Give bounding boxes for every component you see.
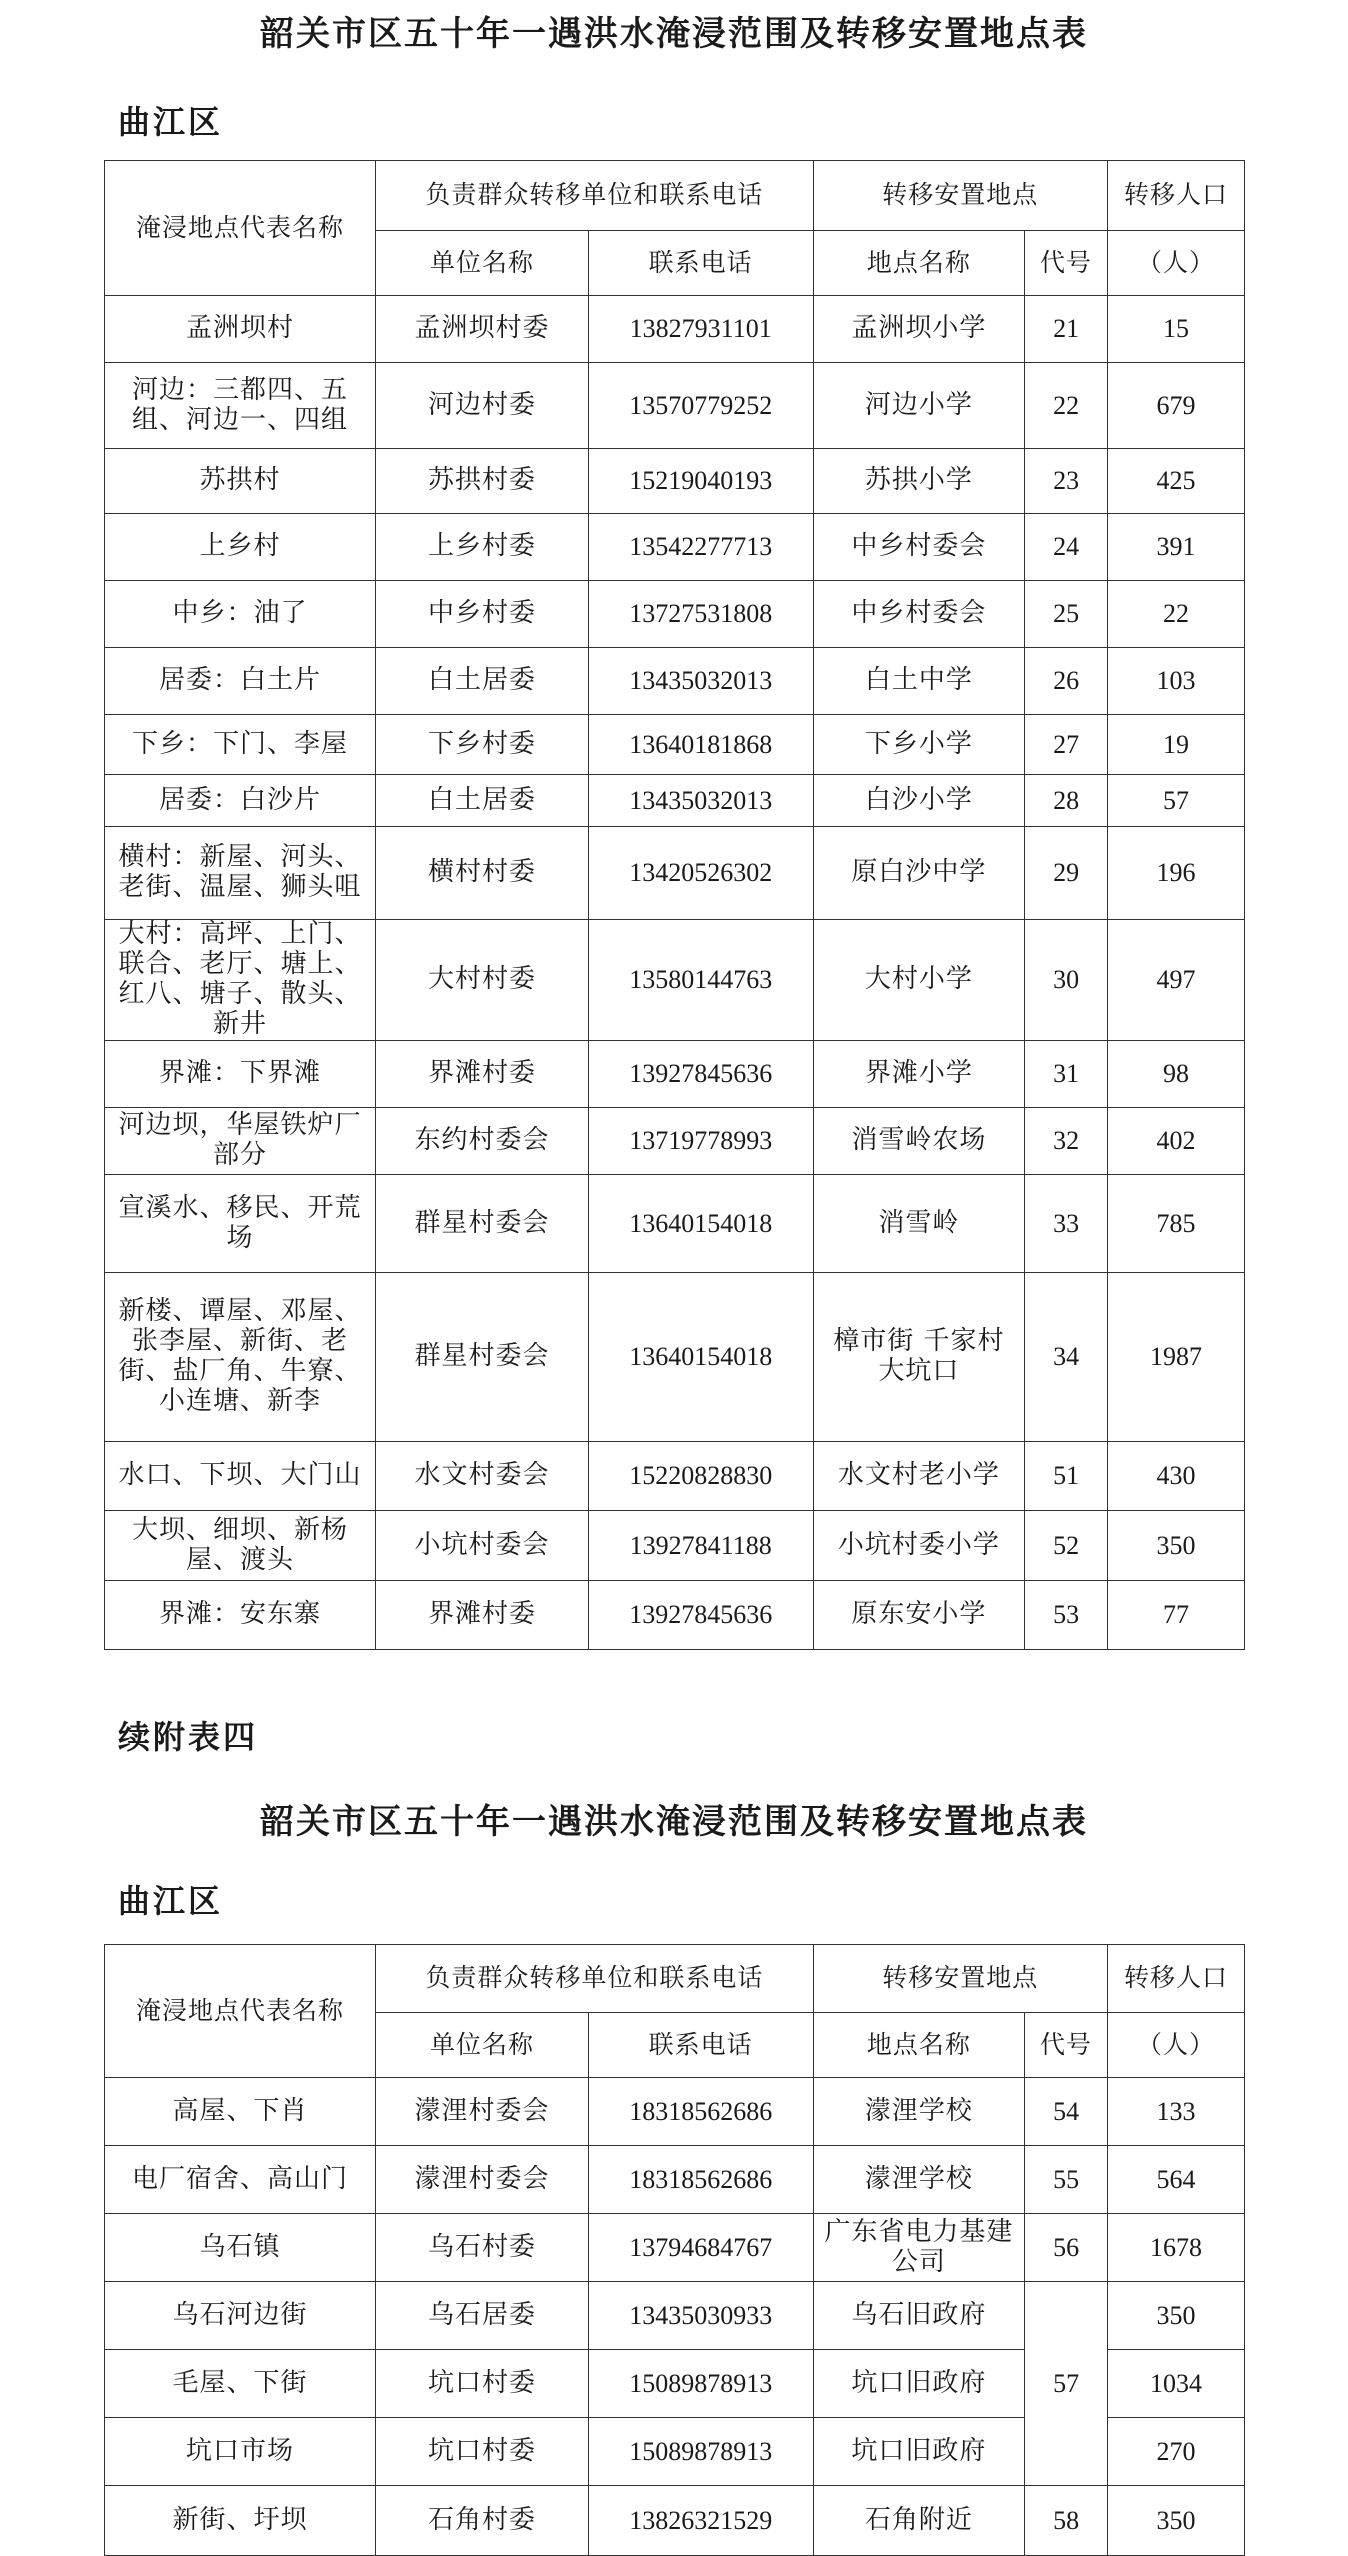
cell-site-name: 水文村老小学 — [813, 1442, 1025, 1511]
cell-phone: 13580144763 — [588, 920, 813, 1041]
table-row — [105, 296, 1245, 363]
cell-area: 苏拱村 — [105, 449, 376, 514]
header-people: 转移人口 — [1107, 1945, 1244, 2013]
cell-site-name: 白沙小学 — [813, 775, 1025, 827]
cell-phone: 13827931101 — [588, 296, 813, 363]
cell-area: 河边坝，华屋铁炉厂部分 — [105, 1108, 376, 1175]
cell-site-name: 石角附近 — [813, 2486, 1025, 2556]
cell-people: 679 — [1107, 363, 1244, 449]
cell-code: 51 — [1025, 1442, 1108, 1511]
table-row — [105, 648, 1245, 715]
cell-unit-name: 群星村委会 — [376, 1175, 589, 1273]
cell-site-name: 坑口旧政府 — [813, 2418, 1025, 2486]
cell-site-name: 坑口旧政府 — [813, 2350, 1025, 2418]
cell-unit-name: 大村村委 — [376, 920, 589, 1041]
cell-code: 56 — [1025, 2214, 1108, 2282]
header-phone: 联系电话 — [588, 231, 813, 296]
cell-phone: 13927845636 — [588, 1581, 813, 1650]
cell-unit-name: 乌石居委 — [376, 2282, 589, 2350]
cell-unit-name: 白土居委 — [376, 775, 589, 827]
cell-people: 402 — [1107, 1108, 1244, 1175]
cell-people: 15 — [1107, 296, 1244, 363]
cell-code: 25 — [1025, 581, 1108, 648]
cell-phone: 13794684767 — [588, 2214, 813, 2282]
cell-phone: 13927845636 — [588, 1041, 813, 1108]
cell-area: 新楼、谭屋、邓屋、张李屋、新街、老街、盐厂角、牛寮、小连塘、新李 — [105, 1273, 376, 1442]
cell-code: 27 — [1025, 715, 1108, 775]
cell-people: 350 — [1107, 2486, 1244, 2556]
cell-area: 河边：三都四、五组、河边一、四组 — [105, 363, 376, 449]
cell-people: 1987 — [1107, 1273, 1244, 1442]
cell-people: 350 — [1107, 1511, 1244, 1581]
cell-site-name: 河边小学 — [813, 363, 1025, 449]
cell-phone: 13927841188 — [588, 1511, 813, 1581]
cell-area: 新街、圩坝 — [105, 2486, 376, 2556]
cell-unit-name: 濛浬村委会 — [376, 2078, 589, 2146]
cell-area: 下乡：下门、李屋 — [105, 715, 376, 775]
cell-phone: 13640181868 — [588, 715, 813, 775]
cell-code: 26 — [1025, 648, 1108, 715]
table-row — [105, 920, 1245, 1041]
cell-people: 350 — [1107, 2282, 1244, 2350]
table-row — [105, 1442, 1245, 1511]
cell-site-name: 乌石旧政府 — [813, 2282, 1025, 2350]
cell-site-name: 濛浬学校 — [813, 2078, 1025, 2146]
cell-phone: 18318562686 — [588, 2146, 813, 2214]
cell-code: 24 — [1025, 514, 1108, 581]
cell-area: 毛屋、下街 — [105, 2350, 376, 2418]
cell-unit-name: 乌石村委 — [376, 2214, 589, 2282]
cell-site-name: 濛浬学校 — [813, 2146, 1025, 2214]
header-code: 代号 — [1025, 2013, 1108, 2078]
cell-area: 大坝、细坝、新杨屋、渡头 — [105, 1511, 376, 1581]
cell-site-name: 下乡小学 — [813, 715, 1025, 775]
cell-code: 52 — [1025, 1511, 1108, 1581]
header-people-unit: （人） — [1107, 231, 1244, 296]
cell-area: 乌石河边街 — [105, 2282, 376, 2350]
cell-people: 98 — [1107, 1041, 1244, 1108]
cell-code: 54 — [1025, 2078, 1108, 2146]
cell-site-name: 原白沙中学 — [813, 827, 1025, 920]
cell-people: 391 — [1107, 514, 1244, 581]
cell-phone: 18318562686 — [588, 2078, 813, 2146]
cell-area: 界滩：安东寨 — [105, 1581, 376, 1650]
cell-code: 32 — [1025, 1108, 1108, 1175]
cell-area: 坑口市场 — [105, 2418, 376, 2486]
cell-unit-name: 界滩村委 — [376, 1581, 589, 1650]
cell-site-name: 白土中学 — [813, 648, 1025, 715]
cell-unit-name: 石角村委 — [376, 2486, 589, 2556]
cell-site-name: 原东安小学 — [813, 1581, 1025, 1650]
cell-code: 55 — [1025, 2146, 1108, 2214]
cell-phone: 13640154018 — [588, 1273, 813, 1442]
cell-unit-name: 水文村委会 — [376, 1442, 589, 1511]
cell-site-name: 樟市街 千家村 大坑口 — [813, 1273, 1025, 1442]
table-row — [105, 715, 1245, 775]
cell-area: 中乡：油了 — [105, 581, 376, 648]
cell-unit-name: 坑口村委 — [376, 2418, 589, 2486]
cell-people: 133 — [1107, 2078, 1244, 2146]
header-unit-name: 单位名称 — [376, 231, 589, 296]
cell-phone: 13435032013 — [588, 648, 813, 715]
cell-site-name: 中乡村委会 — [813, 581, 1025, 648]
cell-people: 497 — [1107, 920, 1244, 1041]
cell-code: 31 — [1025, 1041, 1108, 1108]
cell-area: 乌石镇 — [105, 2214, 376, 2282]
cell-phone: 13719778993 — [588, 1108, 813, 1175]
cell-code: 30 — [1025, 920, 1108, 1041]
table-row — [105, 1041, 1245, 1108]
cell-site-name: 苏拱小学 — [813, 449, 1025, 514]
cell-phone: 15089878913 — [588, 2418, 813, 2486]
header-people: 转移人口 — [1107, 161, 1244, 231]
header-area: 淹浸地点代表名称 — [105, 1945, 376, 2078]
cell-people: 564 — [1107, 2146, 1244, 2214]
cell-area: 水口、下坝、大门山 — [105, 1442, 376, 1511]
header-phone: 联系电话 — [588, 2013, 813, 2078]
cell-unit-name: 上乡村委 — [376, 514, 589, 581]
table-row — [105, 2078, 1245, 2146]
cell-site-name: 消雪岭农场 — [813, 1108, 1025, 1175]
cell-people: 19 — [1107, 715, 1244, 775]
cell-code: 29 — [1025, 827, 1108, 920]
cell-unit-name: 河边村委 — [376, 363, 589, 449]
table-row — [105, 581, 1245, 648]
cell-unit-name: 东约村委会 — [376, 1108, 589, 1175]
cell-area: 居委：白土片 — [105, 648, 376, 715]
cell-phone: 15089878913 — [588, 2350, 813, 2418]
cell-area: 宣溪水、移民、开荒场 — [105, 1175, 376, 1273]
cell-people: 425 — [1107, 449, 1244, 514]
cell-people: 103 — [1107, 648, 1244, 715]
header-area: 淹浸地点代表名称 — [105, 161, 376, 296]
header-unit-group: 负责群众转移单位和联系电话 — [376, 1945, 813, 2013]
header-site-group: 转移安置地点 — [813, 161, 1107, 231]
cell-phone: 13570779252 — [588, 363, 813, 449]
district-label-2: 曲江区 — [118, 1882, 224, 1920]
table-row — [105, 2146, 1245, 2214]
header-people-unit: （人） — [1107, 2013, 1244, 2078]
cell-site-name: 消雪岭 — [813, 1175, 1025, 1273]
cell-people: 22 — [1107, 581, 1244, 648]
cell-area: 界滩：下界滩 — [105, 1041, 376, 1108]
cell-people: 430 — [1107, 1442, 1244, 1511]
cell-phone: 13435030933 — [588, 2282, 813, 2350]
cell-people: 270 — [1107, 2418, 1244, 2486]
cell-area: 居委：白沙片 — [105, 775, 376, 827]
cell-phone: 13640154018 — [588, 1175, 813, 1273]
table-row — [105, 2214, 1245, 2282]
cell-code: 23 — [1025, 449, 1108, 514]
cell-code: 34 — [1025, 1273, 1108, 1442]
cell-site-name: 小坑村委小学 — [813, 1511, 1025, 1581]
cell-unit-name: 下乡村委 — [376, 715, 589, 775]
table-row — [105, 775, 1245, 827]
table-row — [105, 1175, 1245, 1273]
cell-code: 57 — [1025, 2282, 1108, 2486]
table-row — [105, 514, 1245, 581]
cell-area: 横村：新屋、河头、老街、温屋、狮头咀 — [105, 827, 376, 920]
cell-phone: 13826321529 — [588, 2486, 813, 2556]
cell-phone: 13727531808 — [588, 581, 813, 648]
cell-unit-name: 界滩村委 — [376, 1041, 589, 1108]
cell-people: 785 — [1107, 1175, 1244, 1273]
cell-site-name: 孟洲坝小学 — [813, 296, 1025, 363]
flood-table-2 — [104, 1944, 1245, 2556]
flood-table-1 — [104, 160, 1245, 1650]
cell-people: 1034 — [1107, 2350, 1244, 2418]
cell-phone: 15219040193 — [588, 449, 813, 514]
table-row — [105, 2282, 1245, 2350]
cell-code: 33 — [1025, 1175, 1108, 1273]
cell-site-name: 界滩小学 — [813, 1041, 1025, 1108]
header-site-name: 地点名称 — [813, 231, 1025, 296]
cell-unit-name: 苏拱村委 — [376, 449, 589, 514]
table-row — [105, 1581, 1245, 1650]
table-row — [105, 2486, 1245, 2556]
cell-people: 1678 — [1107, 2214, 1244, 2282]
district-label: 曲江区 — [118, 103, 224, 141]
cell-code: 28 — [1025, 775, 1108, 827]
cell-area: 上乡村 — [105, 514, 376, 581]
cell-unit-name: 濛浬村委会 — [376, 2146, 589, 2214]
table-row — [105, 1273, 1245, 1442]
cell-site-name: 大村小学 — [813, 920, 1025, 1041]
cell-code: 53 — [1025, 1581, 1108, 1650]
table-row — [105, 363, 1245, 449]
cell-unit-name: 坑口村委 — [376, 2350, 589, 2418]
cell-people: 77 — [1107, 1581, 1244, 1650]
cell-people: 57 — [1107, 775, 1244, 827]
cell-site-name: 广东省电力基建公司 — [813, 2214, 1025, 2282]
page-title-2: 韶关市区五十年一遇洪水淹浸范围及转移安置地点表 — [260, 1802, 1088, 1842]
cell-area: 孟洲坝村 — [105, 296, 376, 363]
cell-code: 22 — [1025, 363, 1108, 449]
cell-phone: 13542277713 — [588, 514, 813, 581]
cell-area: 高屋、下肖 — [105, 2078, 376, 2146]
table-row — [105, 827, 1245, 920]
cell-area: 大村：高坪、上门、联合、老厅、塘上、红八、塘子、散头、新井 — [105, 920, 376, 1041]
cell-unit-name: 孟洲坝村委 — [376, 296, 589, 363]
continuation-label: 续附表四 — [118, 1718, 259, 1756]
table-row — [105, 449, 1245, 514]
cell-phone: 15220828830 — [588, 1442, 813, 1511]
cell-area: 电厂宿舍、高山门 — [105, 2146, 376, 2214]
header-unit-group: 负责群众转移单位和联系电话 — [376, 161, 813, 231]
cell-code: 21 — [1025, 296, 1108, 363]
cell-phone: 13420526302 — [588, 827, 813, 920]
cell-unit-name: 中乡村委 — [376, 581, 589, 648]
cell-people: 196 — [1107, 827, 1244, 920]
cell-unit-name: 白土居委 — [376, 648, 589, 715]
cell-unit-name: 小坑村委会 — [376, 1511, 589, 1581]
cell-phone: 13435032013 — [588, 775, 813, 827]
cell-code: 58 — [1025, 2486, 1108, 2556]
page-title: 韶关市区五十年一遇洪水淹浸范围及转移安置地点表 — [260, 14, 1088, 54]
header-code: 代号 — [1025, 231, 1108, 296]
cell-unit-name: 群星村委会 — [376, 1273, 589, 1442]
header-unit-name: 单位名称 — [376, 2013, 589, 2078]
cell-site-name: 中乡村委会 — [813, 514, 1025, 581]
header-site-group: 转移安置地点 — [813, 1945, 1107, 2013]
cell-unit-name: 横村村委 — [376, 827, 589, 920]
header-site-name: 地点名称 — [813, 2013, 1025, 2078]
table-row — [105, 1108, 1245, 1175]
table-row — [105, 1511, 1245, 1581]
